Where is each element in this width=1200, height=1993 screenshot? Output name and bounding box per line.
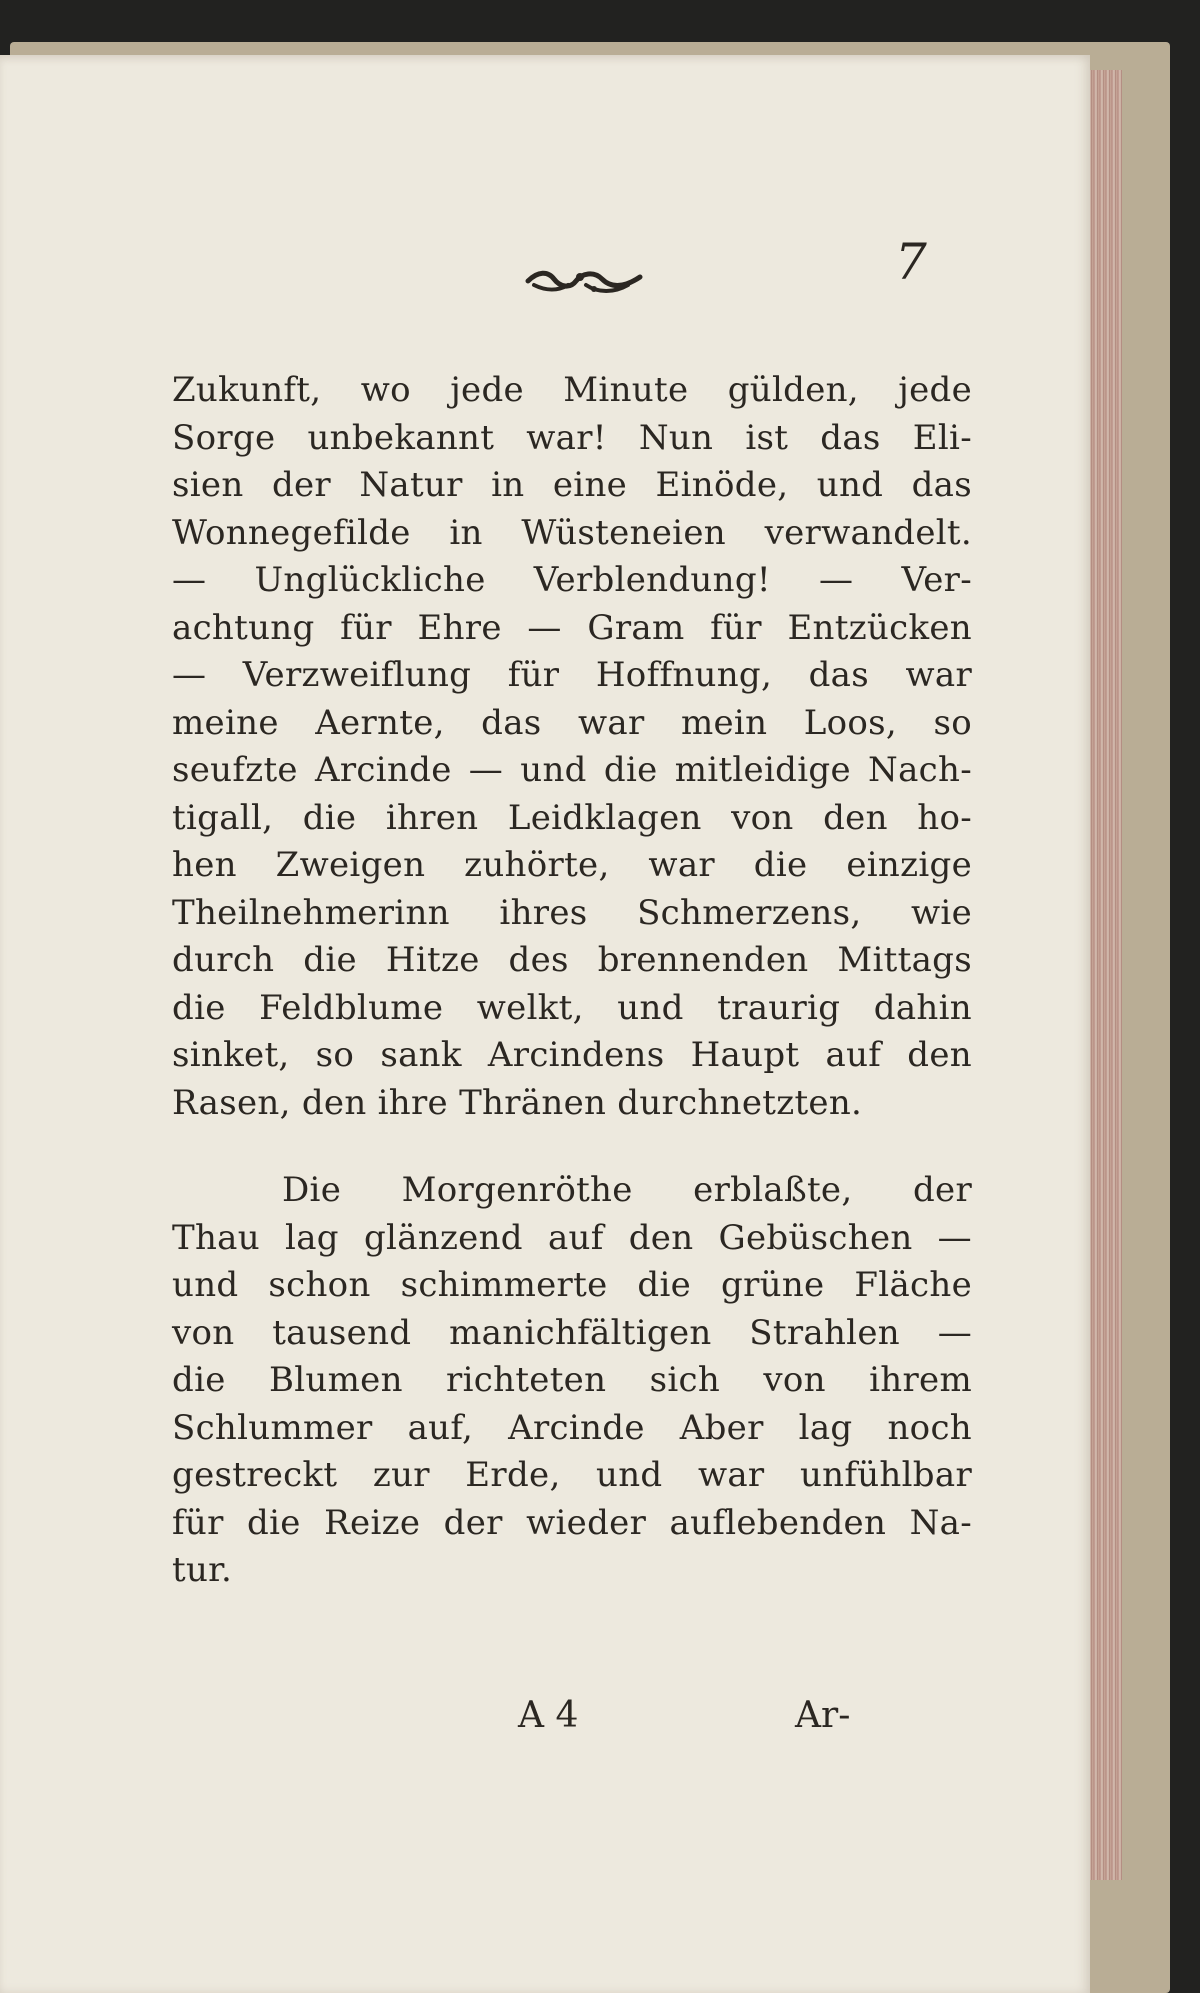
paragraph-2 — [172, 1167, 972, 1595]
page-header — [0, 233, 1090, 313]
text-line: Die Morgenröthe erblaßte, der — [282, 1170, 972, 1210]
text-line: Rasen, den ihre Thränen durchnetzten. — [172, 1082, 863, 1123]
text-line: gestreckt zur Erde, und war unfühlbar — [172, 1455, 972, 1495]
text-line: tur. — [172, 1550, 233, 1590]
text-line: und schon schimmerte die grüne Fläche — [172, 1265, 972, 1305]
text-line: sinket, so sank Arcindens Haupt auf den — [172, 1035, 972, 1075]
text-line: durch die Hitze des brennenden Mittags — [172, 940, 972, 980]
text-line: tigall, die ihren Leidklagen von den ho- — [172, 797, 972, 838]
catchword: Ar- — [795, 1695, 851, 1736]
signature-mark: A 4 — [518, 1695, 579, 1736]
text-line: — Verzweiflung für Hoffnung, das war — [172, 655, 972, 695]
text-line: meine Aernte, das war mein Loos, so — [172, 702, 972, 743]
text-line: — Unglückliche Verblendung! — Ver- — [172, 560, 972, 600]
text-line: von tausend manichfältigen Strahlen — — [172, 1312, 972, 1353]
text-line: die Blumen richteten sich von ihrem — [172, 1360, 972, 1400]
text-line: die Feldblume welkt, und traurig dahin — [172, 987, 972, 1028]
paragraph-1 — [172, 367, 972, 1127]
text-line: achtung für Ehre — Gram für Entzücken — [172, 607, 972, 648]
text-line: Sorge unbekannt war! Nun ist das Eli- — [172, 417, 972, 458]
text-line: Theilnehmerinn ihres Schmerzens, wie — [172, 892, 972, 933]
page-sheet — [0, 55, 1090, 1993]
text-line: Thau lag glänzend auf den Gebüschen — — [172, 1217, 972, 1258]
ornament-icon — [524, 263, 644, 299]
text-line: für die Reize der wieder auflebenden Na- — [172, 1502, 972, 1543]
text-line: seufzte Arcinde — und die mitleidige Nach- — [172, 750, 972, 790]
text-line: hen Zweigen zuhörte, war die einzige — [172, 845, 972, 885]
text-line: Schlummer auf, Arcinde Aber lag noch — [172, 1407, 972, 1448]
text-line: Wonnegefilde in Wüsteneien verwandelt. — [172, 512, 972, 553]
page-footer — [0, 1695, 1090, 1755]
text-line: sien der Natur in eine Einöde, und das — [172, 465, 972, 505]
text-line: Zukunft, wo jede Minute gülden, jede — [172, 370, 972, 410]
body-text — [172, 367, 972, 1595]
page-number: 7 — [895, 233, 927, 291]
